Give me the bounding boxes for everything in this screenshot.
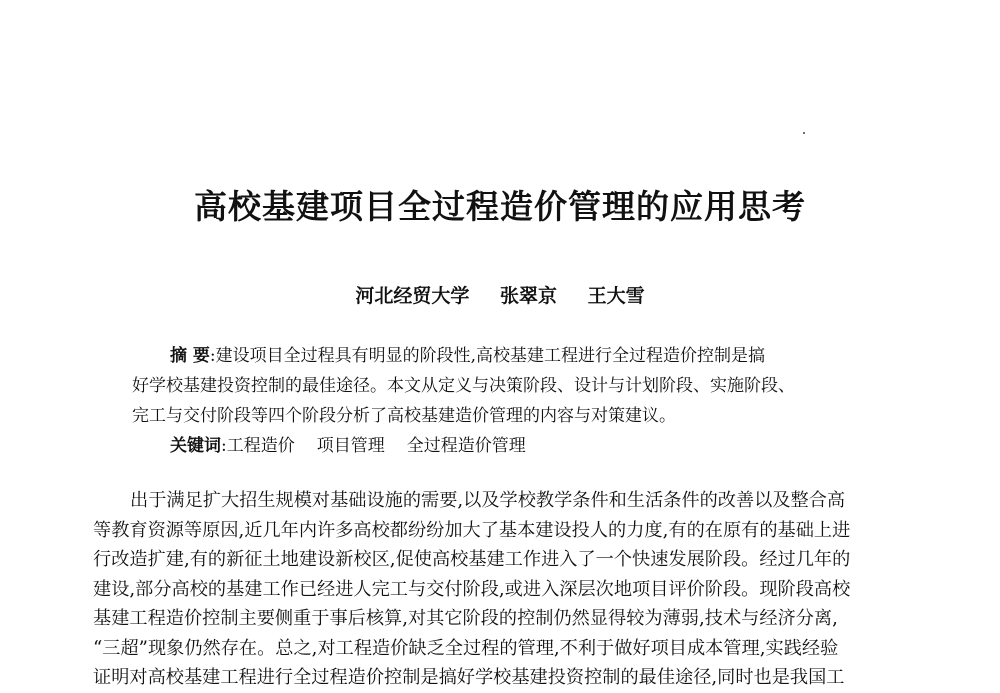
body-line: 出于满足扩大招生规模对基础设施的需要,以及学校教学条件和生活条件的改善以及整合高 <box>130 490 846 511</box>
author-affiliation: 河北经贸大学 <box>355 285 470 307</box>
body-line: 基建工程造价控制主要侧重于事后核算,对其它阶段的控制仍然显得较为薄弱,技术与经济分离, <box>93 608 838 629</box>
body-line: 等教育资源等原因,近几年内许多高校都纷纷加大了基本建设投人的力度,有的在原有的基础上进 <box>93 519 851 541</box>
abstract-text: :建设项目全过程具有明显的阶段性,高校基建工程进行全过程造价控制是搞 <box>209 346 766 366</box>
body-paragraph <box>93 486 945 693</box>
keyword: 项目管理 <box>316 436 385 456</box>
abstract-line <box>132 341 902 371</box>
keyword: :工程造价 <box>221 436 295 456</box>
scan-speck <box>803 132 805 134</box>
abstract-line: 好学校基建投资控制的最佳途径。本文从定义与决策阶段、设计与计划阶段、实施阶段、 <box>132 376 795 396</box>
body-line: 建设,部分高校的基建工作已经进人完工与交付阶段,或进入深层次地项目评价阶段。现阶段高校 <box>93 578 851 600</box>
paper-title: 高校基建项目全过程造价管理的应用思考 <box>194 187 806 226</box>
body-line: “三超”现象仍然存在。总之,对工程造价缺乏全过程的管理,不利于做好项目成本管理,实践经验 <box>93 637 839 659</box>
abstract-line: 完工与交付阶段等四个阶段分析了高校基建造价管理的内容与对策建议。 <box>132 406 676 426</box>
author-name: 张翠京 <box>499 285 557 307</box>
body-line: 证明对高校基建工程进行全过程造价控制是搞好学校基建投资控制的最佳途径,同时也是我国工 <box>93 667 845 688</box>
keywords-label: 关键词 <box>170 436 221 456</box>
author-name: 王大雪 <box>587 285 645 307</box>
body-line: 行改造扩建,有的新征土地建设新校区,促使高校基建工作进入了一个快速发展阶段。经过几年的 <box>93 549 851 570</box>
abstract-label: 摘 要 <box>170 346 210 366</box>
keyword: 全过程造价管理 <box>406 436 526 456</box>
keywords <box>170 431 548 461</box>
author-line <box>0 282 1000 310</box>
abstract <box>132 341 902 431</box>
